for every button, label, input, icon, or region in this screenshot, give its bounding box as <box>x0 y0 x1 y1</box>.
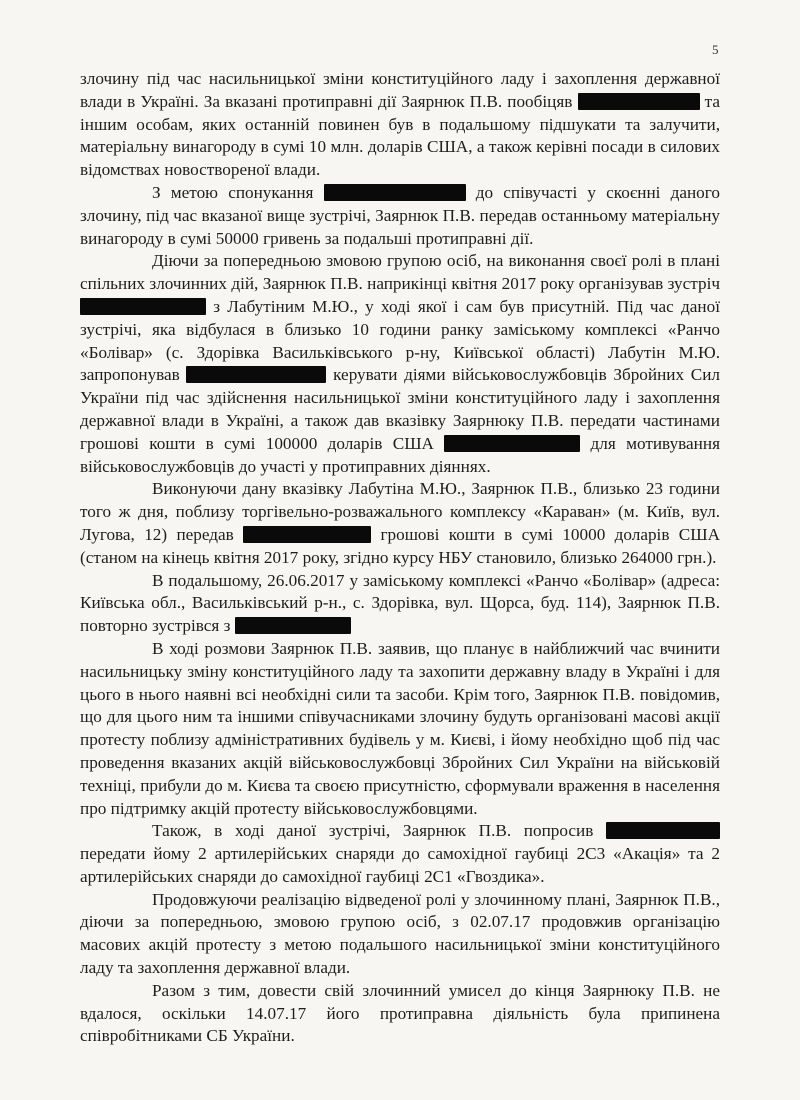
redaction-block <box>80 298 206 315</box>
page-number: 5 <box>712 42 719 57</box>
redaction-block <box>243 526 371 543</box>
paragraph <box>80 820 720 888</box>
paragraph <box>80 478 720 569</box>
paragraph <box>80 570 720 638</box>
paragraph-text: В ході розмови Заярнюк П.В. заявив, що планує в найближчий час вчинити насильницьку зміну конституційного ладу та захопити державну владу в Україні і для цього в нього наявні всі необхідні сили та засоби. Крім того, Заярнюк П.В. повідомив, що для цього ним та іншими співучасниками злочину будуть організовані масові акції протесту поблизу адміністративних будівель у м. Києві, і йому необхідно щоб під час проведення вказаних акцій військовослужбовці Збройних Сил України на військовій техніці, прибули до м. Києва та своєю присутністю, сформували враження в населення про підтримку акцій протесту військовослужбовцями. <box>80 638 720 818</box>
redaction-block <box>578 93 700 110</box>
redaction-block <box>444 435 580 452</box>
paragraph-text: для мотивування військовослужбовців до участі у протиправних діяннях. <box>80 433 720 476</box>
paragraph-text: та іншим особам, яких останній повинен був в подальшому підшукати та залучити, матеріальну винагороду в сумі 10 млн. доларів США, а також керівні посади в силових відомствах новоствореної влади. <box>80 91 720 180</box>
paragraph-text: В подальшому, 26.06.2017 у заміському комплексі «Ранчо «Болівар» (адреса: Київська обл., Васильківський р-н., с. Здорівка, вул. Щорса, буд. 114), Заярнюк П.В. повторно зустрівся з <box>80 570 720 636</box>
paragraph-text: з Лабутіним М.Ю., у ході якої і сам був присутній. Під час даної зустрічі, яка відбулася в близько 10 години ранку заміському комплексі «Ранчо «Болівар» (с. Здорівка Васильківського р-ну, Київської області) Лабутін М.Ю. запропонував <box>80 296 720 385</box>
paragraph-text: З метою спонукання <box>152 182 324 202</box>
paragraph-text: Виконуючи дану вказівку Лабутіна М.Ю., Заярнюк П.В., близько 23 години того ж дня, поблизу торгівельно-розважального комплексу «Караван» (м. Київ, вул. Лугова, 12) передав <box>80 479 720 544</box>
document-body <box>80 68 720 1048</box>
paragraph-text: керувати діями військовослужбовців Збройних Сил України під час здійснення насильницької зміни конституційного ладу і захоплення державної влади в Україні, а також дав вказівку Заярнюку П.В. передати частинами грошові кошти в сумі 100000 доларів США <box>80 365 720 453</box>
paragraph <box>80 250 720 478</box>
paragraph-text: Також, в ході даної зустрічі, Заярнюк П.В. попросив <box>152 821 606 841</box>
paragraph <box>80 182 720 250</box>
paragraph-text: до співучасті у скоєнні даного злочину, під час вказаної вище зустрічі, Заярнюк П.В. передав останньому матеріальну винагороду в сумі 50000 гривень за подальші протиправні дії. <box>80 182 720 248</box>
paragraph <box>80 889 720 980</box>
paragraph-text: Діючи за попередньою змовою групою осіб, на виконання своєї ролі в плані спільних злочинних дій, Заярнюк П.В. наприкінці квітня 2017 року організував зустріч <box>80 251 720 294</box>
paragraph-text: грошові кошти в сумі 10000 доларів США (станом на кінець квітня 2017 року, згідно курсу НБУ становило, близько 264000 грн.). <box>80 524 720 567</box>
paragraph-text: Продовжуючи реалізацію відведеної ролі у злочинному плані, Заярнюк П.В., діючи за попередньою, змовою групою осіб, з 02.07.17 продовжив організацію масових акцій протесту з метою подальшого насильницької зміни конституційного ладу та захоплення державної влади. <box>80 889 720 978</box>
redaction-block <box>235 617 351 634</box>
redaction-block <box>606 822 720 839</box>
paragraph-text: злочину під час насильницької зміни конституційного ладу і захоплення державної влади в Україні. За вказані протиправні дії Заярнюк П.В. пообіцяв <box>80 69 720 111</box>
redaction-block <box>186 366 326 383</box>
paragraph <box>80 638 720 820</box>
paragraph <box>80 980 720 1048</box>
paragraph-text: Разом з тим, довести свій злочинний умисел до кінця Заярнюку П.В. не вдалося, оскільки 14.07.17 його протиправна діяльність була припинена співробітниками СБ України. <box>80 980 720 1046</box>
paragraph <box>80 68 720 182</box>
paragraph-text: передати йому 2 артилерійських снаряди до самохідної гаубиці 2С3 «Акація» та 2 артилерійських снаряди до самохідної гаубиці 2С1 «Гвоздика». <box>80 844 720 886</box>
redaction-block <box>324 184 466 201</box>
